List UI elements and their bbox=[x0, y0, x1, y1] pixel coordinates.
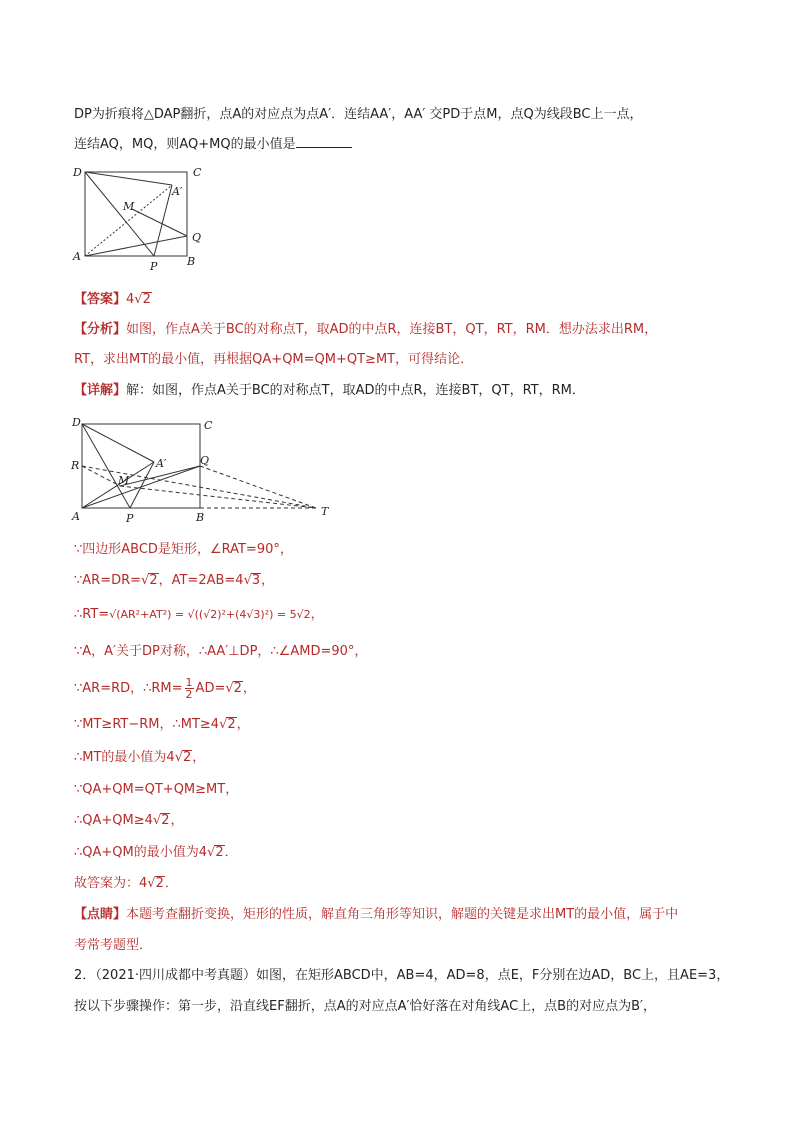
comment-line-1 bbox=[74, 906, 678, 924]
line-pa-prime bbox=[154, 185, 172, 256]
step-6-r2: 2 bbox=[227, 717, 236, 732]
fig1-label-a-prime: A′ bbox=[172, 185, 183, 198]
line-rm bbox=[82, 466, 120, 486]
step-2-r3: 3 bbox=[251, 573, 261, 588]
step-9-r2: 2 bbox=[161, 813, 170, 828]
fig2-label-d: D bbox=[72, 416, 81, 429]
step-1: ∵四边形ABCD是矩形，∠RAT=90°， bbox=[74, 542, 293, 557]
fig2-label-q: Q bbox=[200, 454, 210, 467]
step-5-a: ∵AR=RD，∴RM= bbox=[74, 681, 183, 696]
step-5: ∵AR=RD，∴RM= $\frac{1}{2}$ AD=√2， bbox=[74, 676, 256, 701]
analysis-line-1 bbox=[74, 321, 657, 339]
detail-text: 解：如图，作点A关于BC的对称点T，取AD的中点R，连接BT，QT，RT，RM． bbox=[126, 383, 585, 398]
fig1-label-b: B bbox=[187, 255, 196, 268]
fig2-label-p: P bbox=[126, 512, 134, 525]
line-mq bbox=[132, 209, 187, 236]
step-2: ∵AR=DR=√2，AT=2AB=4√3， bbox=[74, 573, 275, 588]
answer-radicand: 2 bbox=[142, 292, 151, 307]
step-11-a: 故答案为：4 bbox=[74, 876, 148, 891]
fraction-den: 2 bbox=[185, 688, 193, 701]
fig1-label-m: M bbox=[123, 200, 135, 213]
step-6: ∵MT≥RT−RM，∴MT≥4√2， bbox=[74, 717, 250, 732]
line-rt bbox=[82, 466, 316, 508]
step-7-r2: 2 bbox=[183, 750, 192, 765]
analysis-text-1: 如图，作点A关于BC的对称点T，取AD的中点R，连接BT，QT，RT，RM．想办法求出RM， bbox=[126, 322, 658, 337]
line-dp bbox=[85, 172, 154, 256]
step-11-r2: 2 bbox=[155, 876, 164, 891]
figure-2-shapes bbox=[82, 424, 316, 508]
line-aq bbox=[85, 236, 187, 256]
fig2-label-a-prime: A′ bbox=[156, 457, 167, 470]
step-3-formula: √(AR²+AT²) = √((√2)²+(4√3)²) = 5√2 bbox=[109, 608, 311, 621]
line-qt bbox=[200, 466, 316, 508]
step-9: ∴QA+QM≥4√2， bbox=[74, 813, 184, 828]
fraction-num: 1 bbox=[185, 676, 193, 689]
fig1-label-p: P bbox=[150, 260, 158, 273]
step-6-a: ∵MT≥RT−RM，∴MT≥4 bbox=[74, 717, 220, 732]
problem2-line-1: 2．（2021·四川成都中考真题）如图，在矩形ABCD中，AB=4，AD=8，点E，F分别在边AD，BC上，且AE=3， bbox=[74, 968, 730, 983]
fig1-label-a: A bbox=[73, 250, 81, 263]
fig1-label-q: Q bbox=[192, 231, 202, 244]
step-5-r2: 2 bbox=[233, 681, 242, 696]
analysis-tag: 【分析】 bbox=[74, 322, 127, 337]
step-3-a: ∴RT= bbox=[74, 607, 110, 622]
fig2-label-a: A bbox=[72, 510, 80, 523]
step-2-b: ，AT=2AB=4 bbox=[158, 573, 244, 588]
problem-line-1: DP为折痕将△DAP翻折，点A的对应点为点A′．连结AA′，AA′ 交PD于点M，点Q为线段BC上一点， bbox=[74, 107, 643, 122]
step-2-r2: 2 bbox=[149, 573, 158, 588]
fig1-label-c: C bbox=[193, 166, 202, 179]
analysis-line-2: RT，求出MT的最小值，再根据QA+QM=QM+QT≥MT，可得结论． bbox=[74, 352, 474, 367]
figure-2 bbox=[68, 414, 338, 526]
comment-line-2: 考常考题型． bbox=[74, 938, 153, 953]
step-10-r2: 2 bbox=[215, 845, 224, 860]
step-5-b: AD= bbox=[195, 681, 226, 696]
step-7-a: ∴MT的最小值为4 bbox=[74, 750, 175, 765]
problem-line-2 bbox=[74, 135, 352, 154]
step-8: ∵QA+QM=QT+QM≥MT， bbox=[74, 782, 239, 797]
fig2-label-t: T bbox=[321, 505, 329, 518]
figure-1 bbox=[70, 162, 210, 272]
fraction-half bbox=[185, 677, 194, 700]
step-10-a: ∴QA+QM的最小值为4 bbox=[74, 845, 208, 860]
fig2-label-c: C bbox=[204, 419, 213, 432]
step-2-a: ∵AR=DR= bbox=[74, 573, 142, 588]
answer-tag: 【答案】 bbox=[74, 292, 127, 307]
line-aa-prime bbox=[85, 185, 172, 256]
answer-value: 4 bbox=[126, 292, 135, 307]
detail-line bbox=[74, 382, 585, 400]
answer-blank bbox=[296, 135, 352, 148]
detail-tag: 【详解】 bbox=[74, 383, 127, 398]
fig2-label-m: M bbox=[118, 474, 130, 487]
comment-text-1: 本题考查翻折变换，矩形的性质，解直角三角形等知识，解题的关键是求出MT的最小值，属于中 bbox=[126, 907, 679, 922]
comment-tag: 【点睛】 bbox=[74, 907, 127, 922]
line-aq-2 bbox=[82, 466, 200, 508]
problem2-line-2: 按以下步骤操作：第一步，沿直线EF翻折，点A的对应点A′恰好落在对角线AC上，点B的对应点为B′， bbox=[74, 999, 656, 1014]
step-7: ∴MT的最小值为4√2， bbox=[74, 750, 206, 765]
step-4: ∵A，A′关于DP对称，∴AA′⊥DP，∴∠AMD=90°， bbox=[74, 644, 368, 659]
step-11: 故答案为：4√2． bbox=[74, 876, 178, 891]
fig1-label-d: D bbox=[73, 166, 82, 179]
problem-line-2-text: 连结AQ，MQ，则AQ+MQ的最小值是 bbox=[74, 137, 296, 152]
line-da-prime bbox=[85, 172, 172, 185]
fig2-label-b: B bbox=[196, 511, 205, 524]
answer-line: 【答案】4√2 bbox=[74, 292, 151, 307]
line-pa-prime-2 bbox=[130, 462, 154, 508]
rectangle-abcd-2 bbox=[82, 424, 200, 508]
step-3: ∴RT=√(AR²+AT²) = √((√2)²+(4√3)²) = 5√2， bbox=[74, 607, 324, 622]
fig2-label-r: R bbox=[71, 459, 80, 472]
step-10: ∴QA+QM的最小值为4√2． bbox=[74, 845, 238, 860]
step-9-a: ∴QA+QM≥4 bbox=[74, 813, 153, 828]
